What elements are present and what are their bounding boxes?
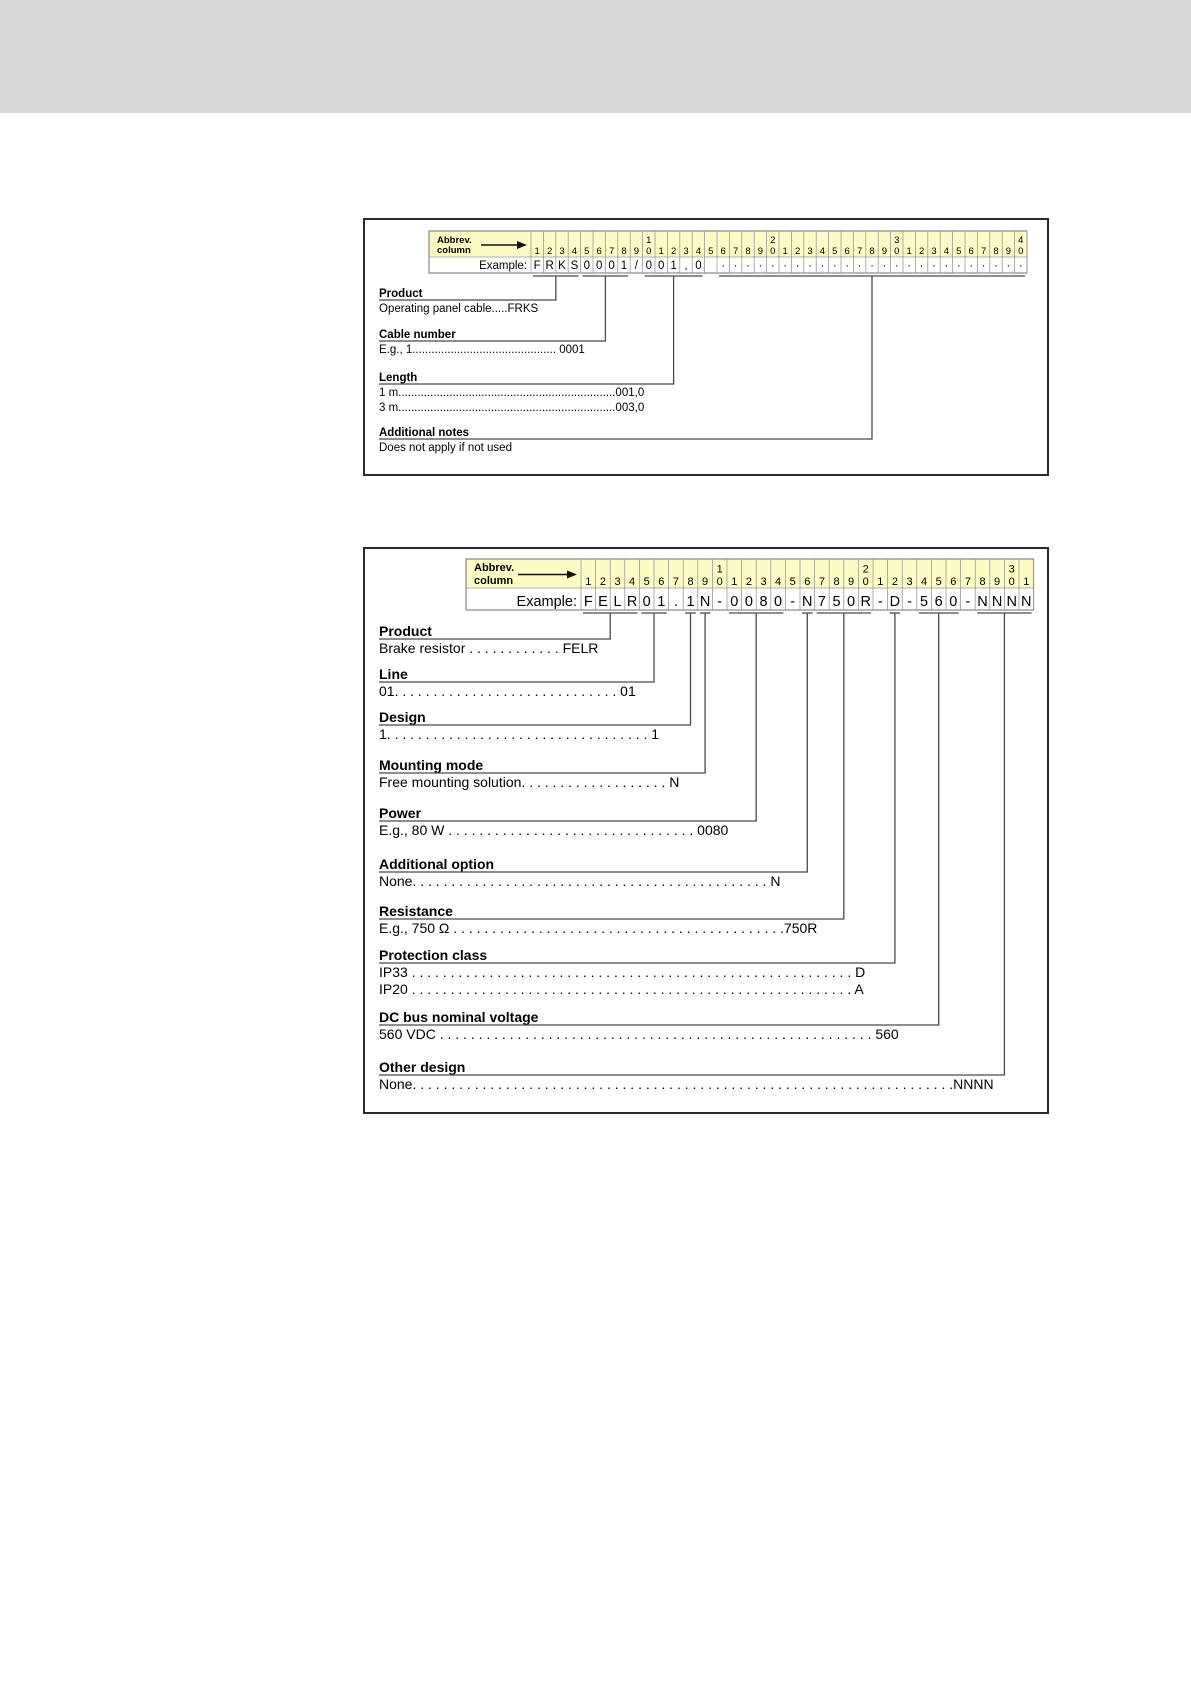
column-number: 6 xyxy=(720,246,726,257)
example-char: · xyxy=(870,260,874,272)
column-number: 5 xyxy=(935,576,942,588)
column-number: 4 xyxy=(629,576,636,588)
column-number: 3 xyxy=(559,246,565,257)
field-value: Operating panel cable.....FRKS xyxy=(379,303,539,315)
example-char: 0 xyxy=(645,260,653,272)
example-char: - xyxy=(717,594,723,610)
column-number: 8 xyxy=(833,576,840,588)
column-number: 9 xyxy=(757,246,764,257)
field-value: Free mounting solution. . . . . . . . . . . . . . . . . . . N xyxy=(379,774,680,790)
example-char: · xyxy=(820,260,825,272)
example-char: 0 xyxy=(730,594,739,610)
example-label: Example: xyxy=(516,594,577,610)
example-char: 0 xyxy=(774,594,783,610)
column-number: 6 xyxy=(844,246,850,257)
example-char: · xyxy=(770,260,775,272)
example-char: 8 xyxy=(759,594,768,610)
field-value: Does not apply if not used xyxy=(379,442,512,454)
field-title: Protection class xyxy=(379,947,488,963)
example-char: 6 xyxy=(934,594,943,610)
field-value: 560 VDC . . . . . . . . . . . . . . . . . . . . . . . . . . . . . . . . . . . . . . . . . . . . . . . . . . . . . . . . 560 xyxy=(379,1026,899,1042)
column-number: 0 xyxy=(1008,576,1015,588)
example-char: E xyxy=(598,594,608,610)
example-char: · xyxy=(969,260,974,272)
column-number: 5 xyxy=(956,246,962,257)
example-char: · xyxy=(758,260,763,272)
example-char: · xyxy=(1018,260,1023,272)
column-tens-digit: 4 xyxy=(1018,235,1024,246)
field-value: E.g., 750 Ω . . . . . . . . . . . . . . . . . . . . . . . . . . . . . . . . . . . . . . . . . . .750R xyxy=(379,920,818,936)
column-tens-digit: 3 xyxy=(1008,563,1015,576)
column-number: 6 xyxy=(658,576,665,588)
column-tens-digit: 1 xyxy=(646,235,652,246)
column-number: 0 xyxy=(894,246,900,257)
column-tens-digit: 2 xyxy=(770,235,776,246)
column-number: 2 xyxy=(599,576,606,588)
example-label: Example: xyxy=(479,260,527,272)
abbrev-label: Abbrev. xyxy=(474,562,515,574)
column-number: 9 xyxy=(994,576,1001,588)
column-number: 5 xyxy=(789,576,796,588)
field-value: E.g., 1............................................. 0001 xyxy=(379,344,585,356)
example-char: . xyxy=(673,594,678,610)
example-char: · xyxy=(894,260,899,272)
example-char: 5 xyxy=(920,594,929,610)
diagram-1-canvas xyxy=(365,220,1049,476)
field-value: None. . . . . . . . . . . . . . . . . . . . . . . . . . . . . . . . . . . . . . . . . . . . . . N xyxy=(379,873,781,889)
column-number: 6 xyxy=(596,246,602,257)
field-title: Mounting mode xyxy=(379,757,484,773)
example-char: R xyxy=(860,594,871,610)
example-char: · xyxy=(795,260,800,272)
column-number: 1 xyxy=(534,246,540,257)
column-number: 1 xyxy=(782,246,788,257)
column-number: 3 xyxy=(931,246,937,257)
column-number: 4 xyxy=(571,246,578,257)
column-number: 1 xyxy=(1023,576,1030,588)
column-number: 9 xyxy=(1005,246,1012,257)
example-char: / xyxy=(634,260,639,272)
field-value: 1. . . . . . . . . . . . . . . . . . . . . . . . . . . . . . . . . . 1 xyxy=(379,726,660,742)
field-title: Line xyxy=(379,666,408,682)
column-number: 6 xyxy=(968,246,974,257)
diagram-2-canvas xyxy=(365,549,1049,1114)
column-label: column xyxy=(474,575,514,587)
example-char: · xyxy=(857,260,862,272)
column-number: 5 xyxy=(584,246,590,257)
field-value: IP20 . . . . . . . . . . . . . . . . . . . . . . . . . . . . . . . . . . . . . . . . . . . . . . . . . . . . . . . . . A xyxy=(379,981,864,997)
example-char: 0 xyxy=(595,260,603,272)
column-number: 1 xyxy=(585,576,592,588)
column-number: 6 xyxy=(804,576,811,588)
example-char: · xyxy=(845,260,850,272)
example-char: · xyxy=(907,260,912,272)
example-char: · xyxy=(808,260,812,272)
column-number: 9 xyxy=(633,246,640,257)
field-value: 3 m....................................................................003,0 xyxy=(379,402,645,414)
column-tens-digit: 1 xyxy=(716,563,723,576)
field-value: IP33 . . . . . . . . . . . . . . . . . . . . . . . . . . . . . . . . . . . . . . . . . . . . . . . . . . . . . . . . . D xyxy=(379,964,866,980)
field-title: Product xyxy=(379,623,432,639)
example-char: · xyxy=(882,260,887,272)
example-char: - xyxy=(790,594,796,610)
example-char: 0 xyxy=(949,594,958,610)
column-tens-digit: 3 xyxy=(894,235,900,246)
column-number: 3 xyxy=(906,576,913,588)
field-title: Cable number xyxy=(379,329,456,341)
column-number: 2 xyxy=(546,246,553,257)
column-number: 0 xyxy=(862,576,869,588)
example-char: F xyxy=(583,594,593,610)
example-char: K xyxy=(558,260,566,272)
column-number: 5 xyxy=(643,576,650,588)
example-char: 7 xyxy=(817,594,826,610)
example-char: N xyxy=(802,594,813,610)
column-number: 4 xyxy=(819,246,826,257)
example-char: · xyxy=(733,260,738,272)
field-title: Other design xyxy=(379,1059,466,1075)
example-char: N xyxy=(1006,594,1017,610)
field-value: E.g., 80 W . . . . . . . . . . . . . . . . . . . . . . . . . . . . . . . . 0080 xyxy=(379,822,729,838)
field-title: Additional notes xyxy=(379,427,470,439)
column-number: 0 xyxy=(770,246,776,257)
example-char: - xyxy=(965,594,971,610)
example-char: · xyxy=(746,260,750,272)
column-number: 0 xyxy=(646,246,652,257)
example-char: N xyxy=(1021,594,1032,610)
column-number: 7 xyxy=(608,246,615,257)
example-char: N xyxy=(977,594,988,610)
column-number: 3 xyxy=(807,246,813,257)
column-tens-digit: 2 xyxy=(862,563,869,576)
column-number: 8 xyxy=(745,246,751,257)
column-number: 9 xyxy=(881,246,888,257)
column-number: 2 xyxy=(670,246,677,257)
example-char: 0 xyxy=(642,594,651,610)
column-number: 7 xyxy=(818,576,825,588)
column-number: 4 xyxy=(921,576,928,588)
example-char: 0 xyxy=(583,260,591,272)
example-char: · xyxy=(783,260,788,272)
example-char: 0 xyxy=(608,260,615,272)
field-title: Power xyxy=(379,805,422,821)
example-char: · xyxy=(721,260,726,272)
column-number: 3 xyxy=(614,576,621,588)
example-char: · xyxy=(994,260,998,272)
example-char: N xyxy=(699,594,711,610)
example-char: 1 xyxy=(686,594,695,610)
column-number: 2 xyxy=(891,576,898,588)
column-number: 8 xyxy=(993,246,999,257)
example-char: 0 xyxy=(847,594,856,610)
column-number: 8 xyxy=(979,576,986,588)
example-char: · xyxy=(981,260,986,272)
type-code-diagram-operating-panel-cable xyxy=(363,218,1049,476)
column-number: 9 xyxy=(702,576,709,588)
example-char: L xyxy=(613,594,622,610)
example-char: F xyxy=(533,260,541,272)
example-char: 5 xyxy=(832,594,841,610)
example-char: N xyxy=(991,594,1003,610)
example-char: · xyxy=(832,260,837,272)
example-char: 1 xyxy=(670,260,677,272)
field-value: Brake resistor . . . . . . . . . . . . FELR xyxy=(379,640,599,656)
column-number: 7 xyxy=(980,246,987,257)
example-char: R xyxy=(545,260,554,272)
column-number: 7 xyxy=(964,576,971,588)
type-code-diagram-brake-resistor xyxy=(363,547,1049,1114)
column-number: 4 xyxy=(695,246,702,257)
column-number: 0 xyxy=(1018,246,1024,257)
column-number: 9 xyxy=(848,576,855,588)
field-value: 01. . . . . . . . . . . . . . . . . . . . . . . . . . . . . 01 xyxy=(379,683,636,699)
example-char: D xyxy=(889,594,901,610)
column-number: 7 xyxy=(856,246,863,257)
column-number: 8 xyxy=(621,246,627,257)
column-number: 2 xyxy=(918,246,925,257)
column-number: 2 xyxy=(794,246,801,257)
example-char: 0 xyxy=(657,260,665,272)
column-number: 2 xyxy=(745,576,752,588)
example-char: · xyxy=(1006,260,1011,272)
column-number: 0 xyxy=(716,576,723,588)
column-number: 1 xyxy=(877,576,884,588)
column-label: column xyxy=(437,245,471,256)
column-number: 8 xyxy=(687,576,694,588)
example-char: 1 xyxy=(657,594,666,610)
column-number: 4 xyxy=(943,246,950,257)
example-char: 0 xyxy=(744,594,753,610)
column-number: 1 xyxy=(906,246,912,257)
example-char: · xyxy=(919,260,924,272)
example-char: , xyxy=(684,260,688,272)
field-title: Length xyxy=(379,372,418,384)
field-title: DC bus nominal voltage xyxy=(379,1009,539,1025)
column-number: 4 xyxy=(775,576,782,588)
column-number: 1 xyxy=(658,246,664,257)
example-char: S xyxy=(570,260,579,272)
column-number: 7 xyxy=(732,246,739,257)
column-number: 8 xyxy=(869,246,875,257)
field-title: Design xyxy=(379,709,426,725)
example-char: - xyxy=(877,594,883,610)
column-number: 1 xyxy=(731,576,738,588)
column-number: 6 xyxy=(950,576,957,588)
example-char: 0 xyxy=(695,260,702,272)
field-title: Additional option xyxy=(379,856,495,872)
page-header-band xyxy=(0,0,1191,113)
abbrev-label: Abbrev. xyxy=(437,235,472,246)
field-title: Product xyxy=(379,288,423,300)
example-char: - xyxy=(907,594,912,610)
example-char: · xyxy=(944,260,949,272)
field-value: 1 m....................................................................001,0 xyxy=(379,387,645,399)
example-char: · xyxy=(932,260,936,272)
column-number: 5 xyxy=(708,246,714,257)
example-char: R xyxy=(626,594,638,610)
column-number: 3 xyxy=(683,246,689,257)
column-number: 5 xyxy=(832,246,838,257)
column-number: 7 xyxy=(672,576,679,588)
column-number: 3 xyxy=(760,576,767,588)
field-value: None. . . . . . . . . . . . . . . . . . . . . . . . . . . . . . . . . . . . . . . . . . . . . . . . . . . . . . . . . . . . . . . . . . . . . .NNNN xyxy=(379,1076,994,1092)
example-char: · xyxy=(956,260,961,272)
example-char: 1 xyxy=(620,260,628,272)
field-title: Resistance xyxy=(379,903,453,919)
